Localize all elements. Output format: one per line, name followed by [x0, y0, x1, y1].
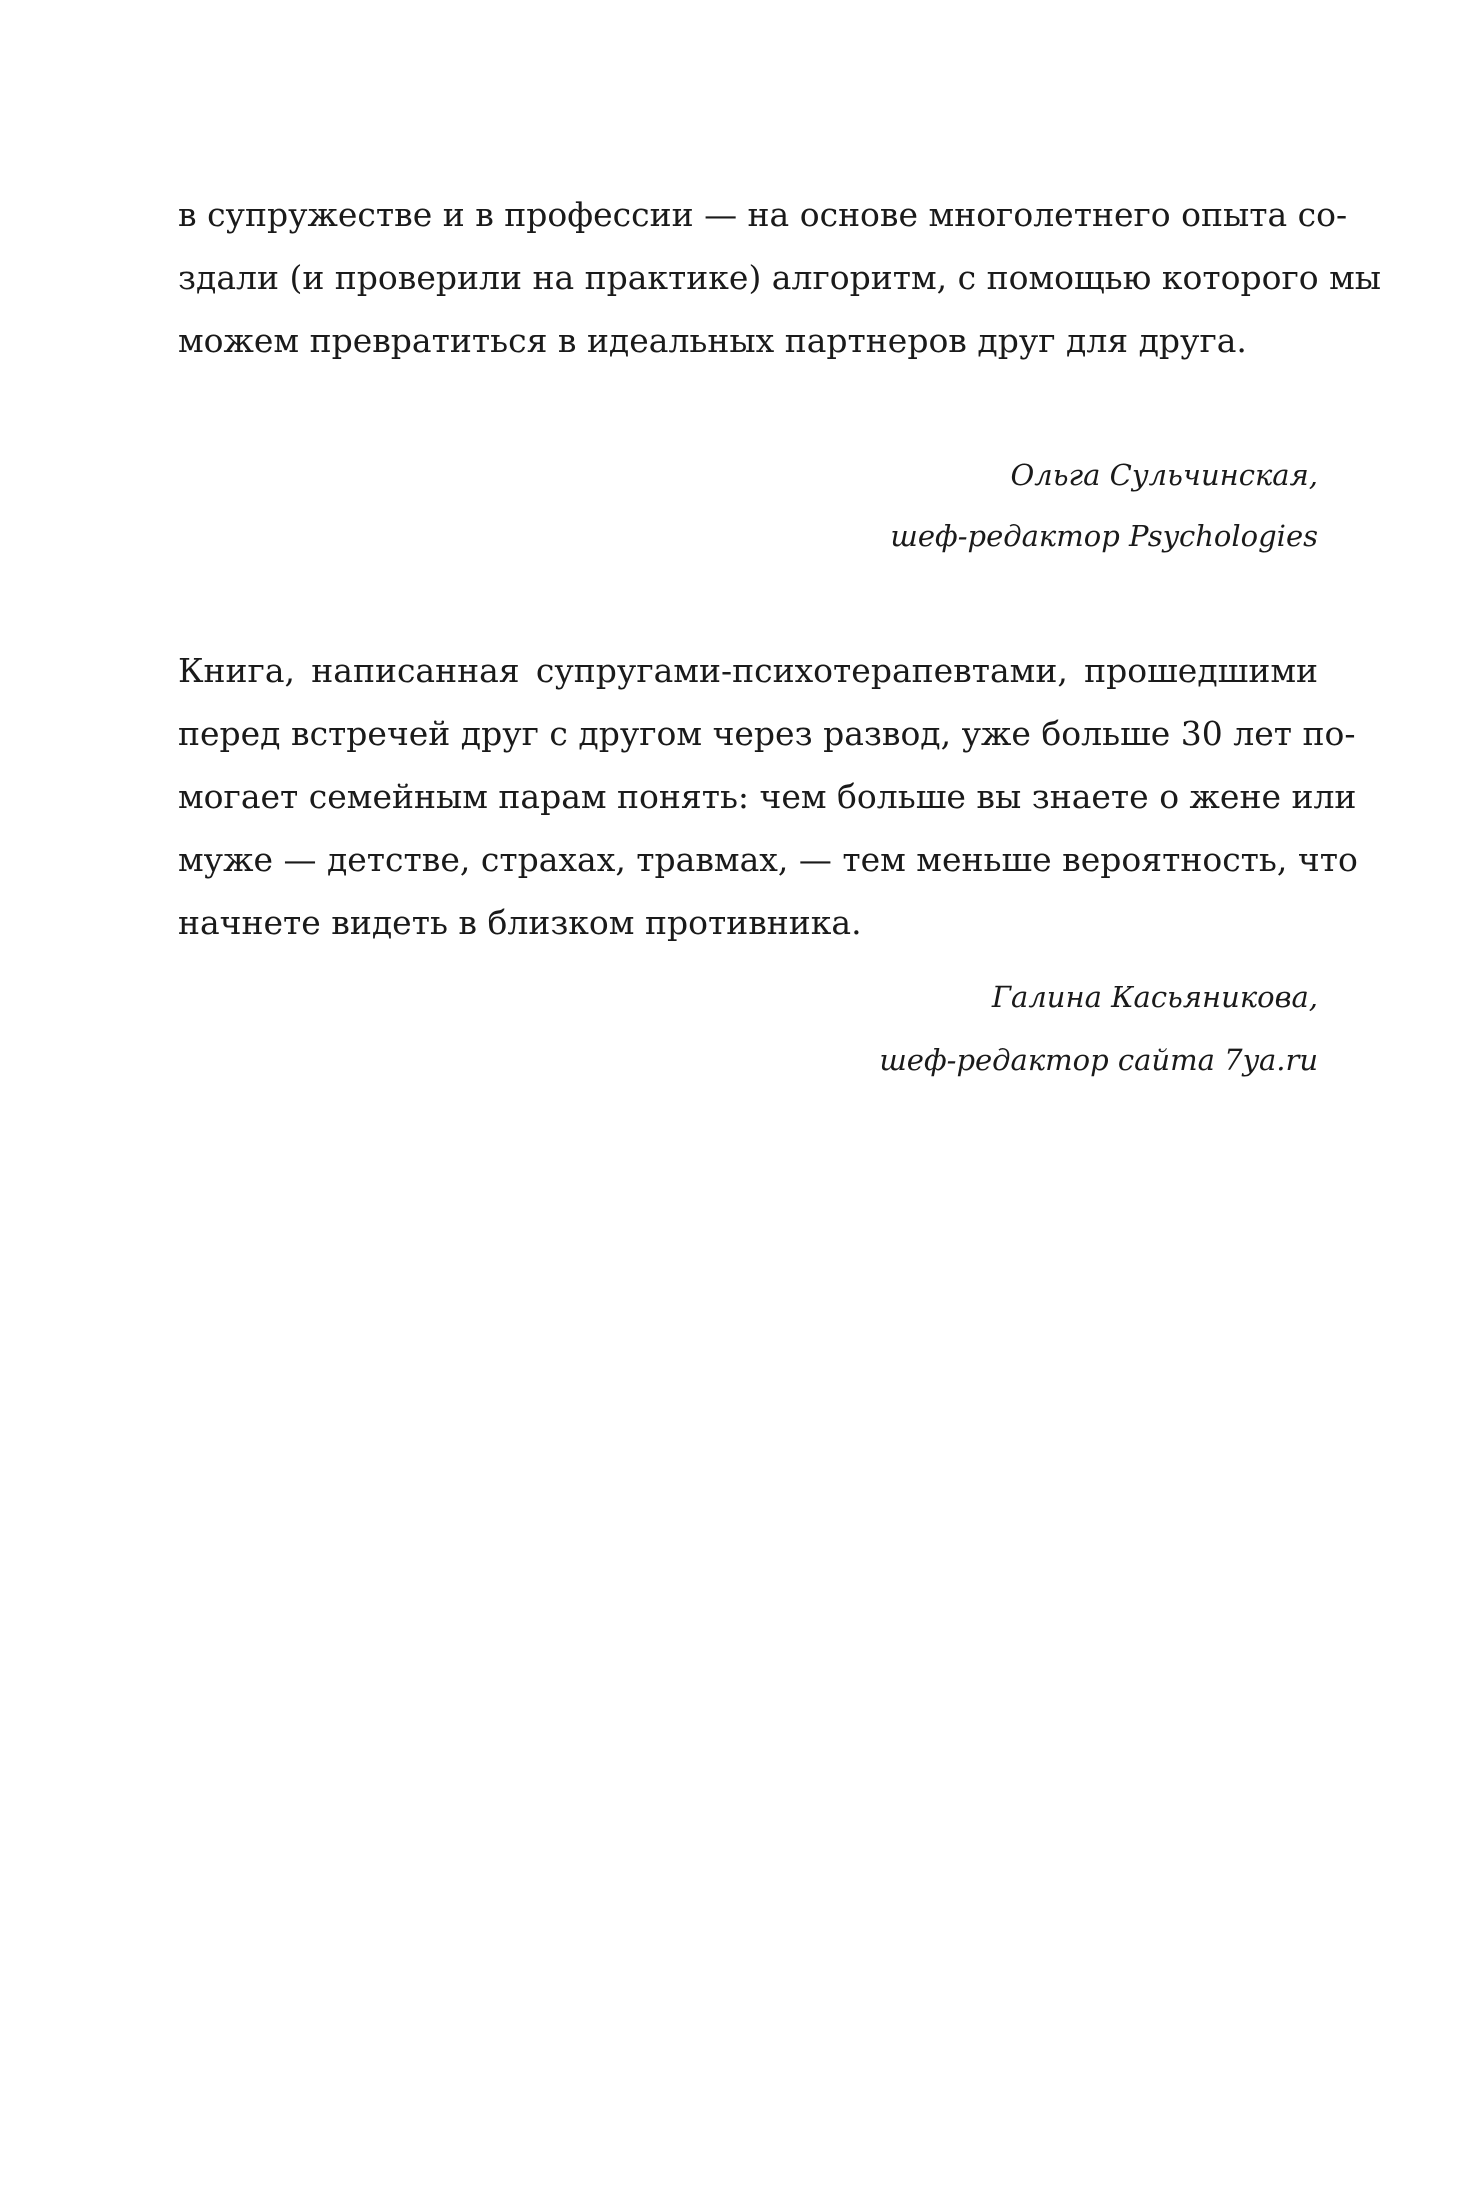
blurb-1-author-role: шеф-редактор Psychologies — [890, 519, 1318, 553]
blurb-2-line-4: муже — детстве, страхах, травмах, — тем меньше вероятность, что — [178, 840, 1358, 879]
blurb-1-line-1: в супружестве и в профессии — на основе многолетнего опыта со- — [178, 195, 1348, 234]
blurb-2-line-5: начнете видеть в близком противника. — [178, 903, 862, 942]
blurb-2-author: Галина Касьяникова, — [991, 980, 1318, 1014]
blurb-1-line-3: можем превратиться в идеальных партнеров друг для друга. — [178, 321, 1247, 360]
blurb-1-author: Ольга Сульчинская, — [1010, 458, 1318, 492]
blurb-2-line-3: могает семейным парам понять: чем больше вы знаете о жене или — [178, 777, 1357, 816]
blurb-2-line-1: Книга, написанная супругами-психотерапевтами, прошедшими — [178, 651, 1318, 690]
blurb-2-line-2: перед встречей друг с другом через развод, уже больше 30 лет по- — [178, 714, 1356, 753]
blurb-2-author-role: шеф-редактор сайта 7ya.ru — [879, 1043, 1318, 1077]
blurb-1-line-2: здали (и проверили на практике) алгоритм, с помощью которого мы — [178, 258, 1382, 297]
